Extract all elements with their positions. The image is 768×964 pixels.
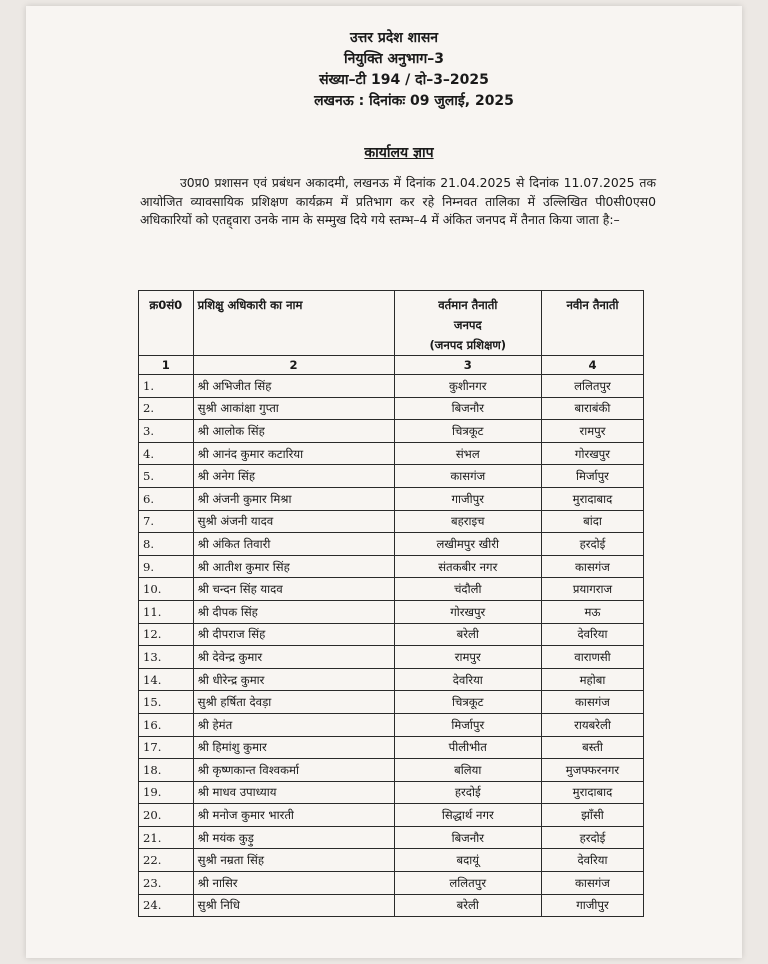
order-paragraph: उ0प्र0 प्रशासन एवं प्रबंधन अकादमी, लखनऊ में दिनांक 21.04.2025 से दिनांक 11.07.2025 तक आयोजित व्यावसायिक प्रशिक्षण कार्यक्रम में प्रतिभाग कर रहे निम्नवत तालिका में उल्लिखित पी0सी0एस0 अधिकारियों को एतद्द्वारा उनके नाम के सम्मुख दिये गये स्तम्भ–4 में अंकित जनपद में तैनात किया जाता है:– [140,175,656,227]
officer-name-cell: श्री दीपक सिंह [193,600,394,623]
table-row [139,781,644,804]
serial-cell: 18. [139,759,194,782]
current-posting-cell: बदायूं [394,849,541,872]
new-posting-cell: महोबा [541,668,643,691]
officer-name-cell: श्री मयंक कुड़ु [193,826,394,849]
officer-name-cell: श्री मनोज कुमार भारती [193,804,394,827]
officer-name-cell: श्री धीरेन्द्र कुमार [193,668,394,691]
new-posting-cell: मऊ [541,600,643,623]
current-posting-cell: कासगंज [394,465,541,488]
column-number: 1 [139,356,194,375]
table-row [139,533,644,556]
table-row [139,442,644,465]
serial-cell: 7. [139,510,194,533]
new-posting-cell: वाराणसी [541,646,643,669]
serial-cell: 6. [139,487,194,510]
table-row [139,623,644,646]
column-number: 4 [541,356,643,375]
current-posting-cell: ललितपुर [394,872,541,895]
current-posting-cell: संभल [394,442,541,465]
serial-cell: 24. [139,894,194,917]
serial-cell: 1. [139,375,194,398]
current-posting-cell: मिर्जापुर [394,713,541,736]
table-row [139,872,644,895]
officer-name-cell: श्री हेमंत [193,713,394,736]
table-row [139,713,644,736]
officer-name-cell: श्री चन्दन सिंह यादव [193,578,394,601]
current-posting-cell: गाजीपुर [394,487,541,510]
table-row [139,668,644,691]
new-posting-cell: बांदा [541,510,643,533]
new-posting-cell: ललितपुर [541,375,643,398]
serial-cell: 16. [139,713,194,736]
current-posting-cell: देवरिया [394,668,541,691]
officer-name-cell: श्री माधव उपाध्याय [193,781,394,804]
column-number: 3 [394,356,541,375]
table-row [139,600,644,623]
serial-cell: 9. [139,555,194,578]
serial-cell: 11. [139,600,194,623]
new-posting-cell: गाजीपुर [541,894,643,917]
new-posting-cell: झाँसी [541,804,643,827]
table-row [139,894,644,917]
officer-name-cell: श्री अभिजीत सिंह [193,375,394,398]
current-posting-cell: बहराइच [394,510,541,533]
new-posting-cell: मुरादाबाद [541,781,643,804]
new-posting-cell: हरदोई [541,533,643,556]
header-current-line3: (जनपद प्रशिक्षण) [429,338,507,352]
new-posting-cell: देवरिया [541,623,643,646]
current-posting-cell: कुशीनगर [394,375,541,398]
table-header-row [139,291,644,356]
new-posting-cell: कासगंज [541,872,643,895]
table-row [139,465,644,488]
new-posting-cell: कासगंज [541,691,643,714]
current-posting-cell: चित्रकूट [394,691,541,714]
header-officer-name: प्रशिक्षु अधिकारी का नाम [193,291,394,356]
current-posting-cell: बिजनौर [394,826,541,849]
officer-name-cell: श्री देवेन्द्र कुमार [193,646,394,669]
current-posting-cell: बिजनौर [394,397,541,420]
serial-cell: 20. [139,804,194,827]
header-serial: क्र0सं0 [139,291,194,356]
new-posting-cell: रायबरेली [541,713,643,736]
new-posting-cell: कासगंज [541,555,643,578]
serial-cell: 19. [139,781,194,804]
header-current-posting [394,291,541,356]
section-title: नियुक्ति अनुभाग–3 [343,51,445,67]
officer-name-cell: श्री आतीश कुमार सिंह [193,555,394,578]
serial-cell: 13. [139,646,194,669]
table-row [139,691,644,714]
officer-name-cell: सुश्री निधि [193,894,394,917]
current-posting-cell: बरेली [394,623,541,646]
serial-cell: 12. [139,623,194,646]
new-posting-cell: बाराबंकी [541,397,643,420]
current-posting-cell: गोरखपुर [394,600,541,623]
table-row [139,826,644,849]
current-posting-cell: रामपुर [394,646,541,669]
current-posting-cell: संतकबीर नगर [394,555,541,578]
officer-name-cell: श्री आनंद कुमार कटारिया [193,442,394,465]
serial-cell: 17. [139,736,194,759]
officer-name-cell: श्री कृष्णकान्त विश्वकर्मा [193,759,394,782]
officer-name-cell: सुश्री आकांक्षा गुप्ता [193,397,394,420]
serial-cell: 14. [139,668,194,691]
table-row [139,487,644,510]
table-row [139,759,644,782]
current-posting-cell: चंदौली [394,578,541,601]
new-posting-cell: बस्ती [541,736,643,759]
table-row [139,578,644,601]
header-current-line1: वर्तमान तैनाती [438,298,498,312]
new-posting-cell: प्रयागराज [541,578,643,601]
memo-title [26,143,742,162]
officer-name-cell: श्री नासिर [193,872,394,895]
officer-name-cell: सुश्री अंजनी यादव [193,510,394,533]
new-posting-cell: गोरखपुर [541,442,643,465]
table-row [139,420,644,443]
current-posting-cell: बरेली [394,894,541,917]
serial-cell: 3. [139,420,194,443]
posting-table [138,290,644,917]
current-posting-cell: बलिया [394,759,541,782]
serial-cell: 21. [139,826,194,849]
table-row [139,646,644,669]
header-new-posting: नवीन तैनाती [541,291,643,356]
serial-cell: 2. [139,397,194,420]
new-posting-cell: हरदोई [541,826,643,849]
officer-name-cell: श्री दीपराज सिंह [193,623,394,646]
current-posting-cell: लखीमपुर खीरी [394,533,541,556]
memo-title-text: कार्यालय ज्ञाप [364,145,434,161]
new-posting-cell: देवरिया [541,849,643,872]
current-posting-cell: हरदोई [394,781,541,804]
table-row [139,375,644,398]
table-row [139,849,644,872]
table-row [139,736,644,759]
current-posting-cell: सिद्धार्थ नगर [394,804,541,827]
govt-title: उत्तर प्रदेश शासन [349,30,439,46]
column-number-row [139,356,644,375]
officer-name-cell: श्री अंजनी कुमार मिश्रा [193,487,394,510]
table-row [139,397,644,420]
table-row [139,804,644,827]
serial-cell: 23. [139,872,194,895]
new-posting-cell: मुजफ्फरनगर [541,759,643,782]
officer-name-cell: सुश्री हर्षिता देवड़ा [193,691,394,714]
serial-cell: 8. [139,533,194,556]
serial-cell: 22. [139,849,194,872]
officer-name-cell: श्री हिमांशु कुमार [193,736,394,759]
officer-name-cell: श्री अंकित तिवारी [193,533,394,556]
new-posting-cell: मुरादाबाद [541,487,643,510]
column-number: 2 [193,356,394,375]
table-row [139,555,644,578]
document-page [26,6,742,958]
table-row [139,510,644,533]
officer-name-cell: सुश्री नम्रता सिंह [193,849,394,872]
serial-cell: 10. [139,578,194,601]
officer-name-cell: श्री आलोक सिंह [193,420,394,443]
current-posting-cell: चित्रकूट [394,420,541,443]
serial-cell: 15. [139,691,194,714]
header-current-line2: जनपद [453,318,482,332]
serial-cell: 4. [139,442,194,465]
current-posting-cell: पीलीभीत [394,736,541,759]
new-posting-cell: मिर्जापुर [541,465,643,488]
new-posting-cell: रामपुर [541,420,643,443]
document-header [26,28,742,112]
reference-number: संख्या–टी 194 / दो–3–2025 [319,72,489,88]
officer-name-cell: श्री अनेग सिंह [193,465,394,488]
place-date: लखनऊ : दिनांकः 09 जुलाई, 2025 [314,93,514,109]
serial-cell: 5. [139,465,194,488]
